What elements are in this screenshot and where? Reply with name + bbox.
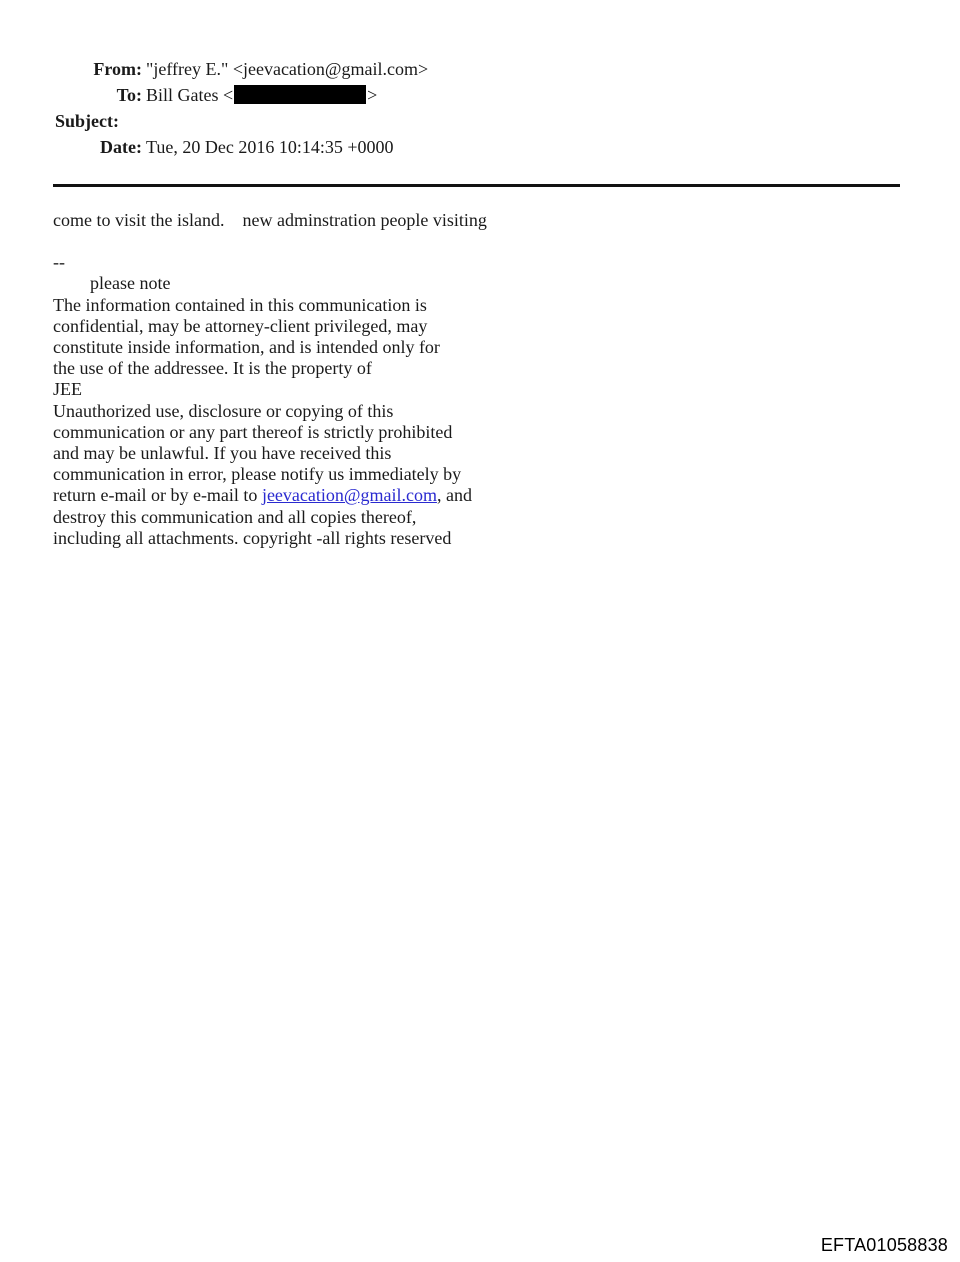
to-value-prefix: Bill Gates < <box>146 85 234 105</box>
disclaimer-line: communication in error, please notify us immediately by <box>53 464 462 485</box>
disclaimer-line: and may be unlawful. If you have received this <box>53 443 392 464</box>
return-line-suffix: , and <box>436 485 472 506</box>
signature-separator: -- <box>53 252 65 273</box>
email-link[interactable]: jeevacation@gmail.com <box>261 485 437 506</box>
subject-row <box>0 108 960 134</box>
date-row <box>0 134 960 160</box>
disclaimer-line: confidential, may be attorney-client privileged, may <box>53 315 428 336</box>
from-row <box>0 56 960 82</box>
closing-line: including all attachments. copyright -all rights reserved <box>53 527 452 548</box>
date-value: Tue, 20 Dec 2016 10:14:35 +0000 <box>146 137 394 157</box>
subject-label: Subject: <box>55 111 119 131</box>
disclaimer-line: JEE <box>53 379 82 400</box>
closing-line: destroy this communication and all copies thereof, <box>53 506 417 527</box>
date-label: Date: <box>100 137 142 157</box>
to-value <box>146 82 377 108</box>
bates-number: EFTA01058838 <box>820 1235 948 1255</box>
redaction-box <box>234 85 366 104</box>
return-line-prefix: return e-mail or by e-mail to <box>53 485 262 506</box>
disclaimer-line: communication or any part thereof is strictly prohibited <box>53 421 453 442</box>
disclaimer-line: constitute inside information, and is intended only for <box>53 337 440 358</box>
to-row <box>0 82 960 108</box>
email-header <box>0 56 960 160</box>
disclaimer-line: The information contained in this communication is <box>53 294 427 315</box>
from-label: From: <box>93 59 142 79</box>
message-text: come to visit the island. new adminstration people visiting <box>53 210 487 230</box>
disclaimer-line: Unauthorized use, disclosure or copying of this <box>53 400 394 421</box>
disclaimer-line: the use of the addressee. It is the property of <box>53 358 372 379</box>
header-divider <box>53 184 900 187</box>
blank-line <box>53 231 613 252</box>
return-email-line <box>53 485 613 506</box>
from-value: "jeffrey E." <jeevacation@gmail.com> <box>146 59 429 79</box>
to-label: To: <box>116 85 142 105</box>
email-body <box>53 210 613 549</box>
please-note-text: please note <box>90 273 171 294</box>
to-value-suffix: > <box>367 85 378 105</box>
